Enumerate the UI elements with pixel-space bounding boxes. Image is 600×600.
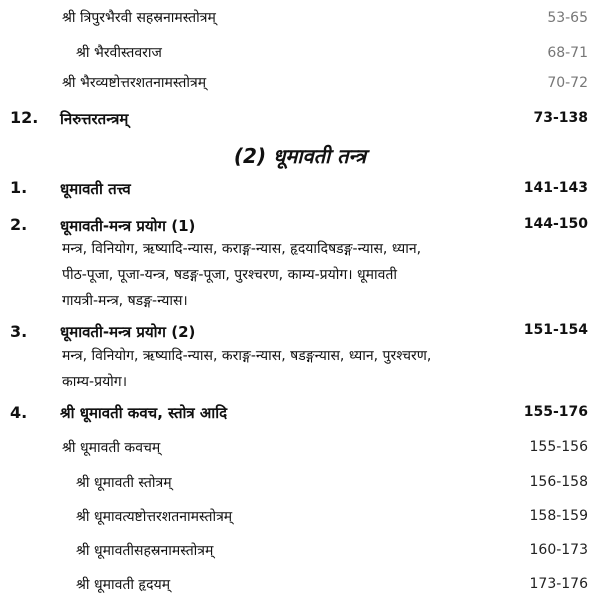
entry-title: निरुत्तरतन्त्रम्	[60, 110, 129, 128]
description-line: मन्त्र, विनियोग, ऋष्यादि-न्यास, कराङ्ग-न्यास, षडङ्गन्यास, ध्यान, पुरश्चरण,	[62, 348, 432, 364]
entry-number: 12.	[10, 108, 39, 127]
description-line: पीठ-पूजा, पूजा-यन्त्र, षडङ्ग-पूजा, पुरश्चरण, काम्य-प्रयोग। धूमावती	[62, 267, 398, 283]
toc-sub-label: श्री धूमावती कवचम्	[62, 440, 161, 456]
toc-sub-pages: 68-71	[547, 45, 588, 61]
toc-sub-pages: 156-158	[529, 474, 588, 490]
toc-sub-pages: 173-176	[529, 576, 588, 592]
entry-pages: 151-154	[523, 322, 588, 338]
description-line: काम्य-प्रयोग।	[62, 374, 127, 390]
toc-sub-pages: 70-72	[547, 75, 588, 91]
entry-description	[62, 236, 421, 314]
toc-sub-pages: 155-156	[529, 439, 588, 455]
toc-sub-pages: 158-159	[529, 508, 588, 524]
entry-number: 4.	[10, 403, 28, 422]
entry-pages: 144-150	[523, 216, 588, 232]
toc-sub-label: श्री धूमावत्यष्टोत्तरशतनामस्तोत्रम्	[76, 509, 233, 525]
toc-sub-label: श्री धूमावतीसहस्रनामस्तोत्रम्	[76, 543, 214, 559]
section-title: (2) धूमावती तन्त्र	[233, 144, 367, 168]
entry-pages: 155-176	[523, 404, 588, 420]
toc-sub-label: श्री भैरवीस्तवराज	[76, 45, 162, 61]
toc-sub-pages: 160-173	[529, 542, 588, 558]
description-line: गायत्री-मन्त्र, षडङ्ग-न्यास।	[62, 293, 188, 309]
entry-title: धूमावती तत्त्व	[60, 180, 131, 198]
entry-pages: 141-143	[523, 180, 588, 196]
toc-sub-pages: 53-65	[547, 10, 588, 26]
entry-number: 3.	[10, 322, 28, 341]
toc-sub-label: श्री धूमावती स्तोत्रम्	[76, 475, 172, 491]
entry-number: 2.	[10, 215, 28, 234]
toc-sub-label: श्री धूमावती हृदयम्	[76, 577, 171, 593]
entry-pages: 73-138	[533, 110, 588, 126]
toc-sub-label: श्री त्रिपुरभैरवी सहस्रनामस्तोत्रम्	[62, 10, 216, 26]
toc-sub-label: श्री भैरव्यष्टोत्तरशतनामस्तोत्रम्	[62, 75, 207, 91]
entry-title: धूमावती-मन्त्र प्रयोग (2)	[60, 323, 196, 341]
entry-number: 1.	[10, 178, 28, 197]
description-line: मन्त्र, विनियोग, ऋष्यादि-न्यास, कराङ्ग-न्यास, हृदयादिषडङ्ग-न्यास, ध्यान,	[62, 241, 422, 257]
entry-title: श्री धूमावती कवच, स्तोत्र आदि	[60, 404, 228, 422]
entry-title: धूमावती-मन्त्र प्रयोग (1)	[60, 217, 196, 235]
entry-description	[62, 343, 431, 395]
